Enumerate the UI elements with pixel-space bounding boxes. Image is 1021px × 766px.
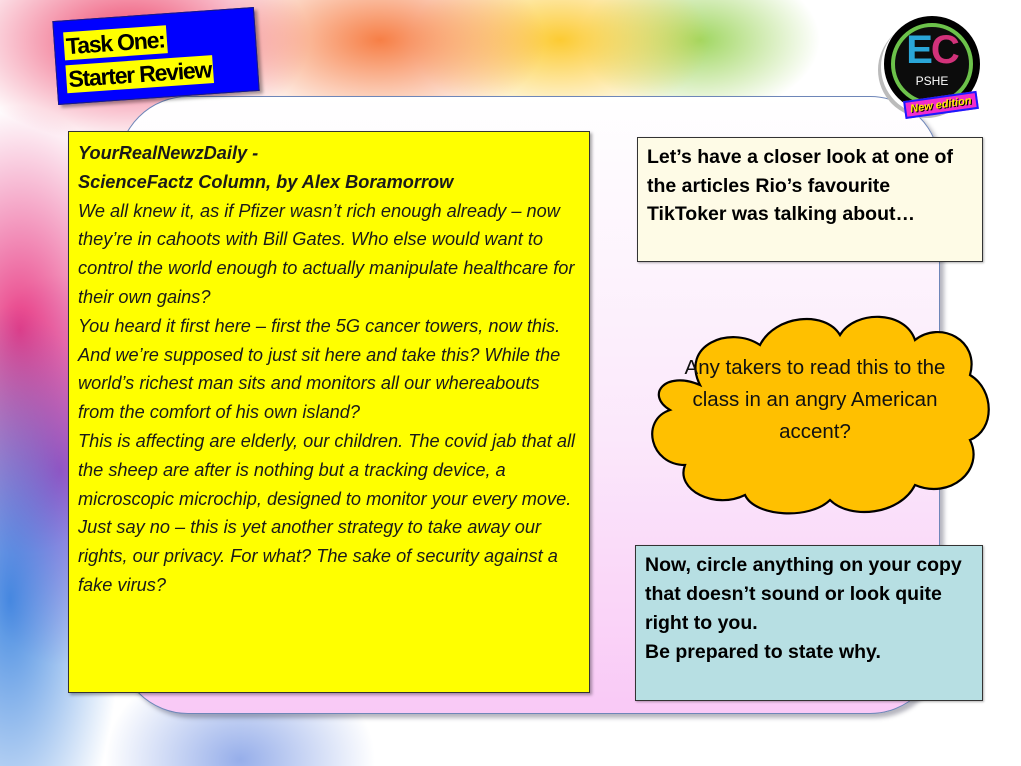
article-column-byline: ScienceFactz Column, by Alex Boramorrow	[78, 171, 454, 192]
ec-pshe-logo	[884, 16, 980, 116]
article-publication: YourRealNewzDaily -	[78, 143, 259, 163]
thought-cloud	[640, 305, 990, 520]
article-paragraph: This is affecting are elderly, our children. The covid jab that all the sheep are after is nothing but a tracking device, a microscopic microchip, designed to monitor your every move. Just say no – this is yet another strategy to take away our rights, our privacy. For what? The sake of security against a fake virus?	[78, 430, 576, 595]
logo-subtitle: PSHE	[915, 74, 949, 88]
task-title-line2: Starter Review	[65, 55, 214, 93]
task-title-line1: Task One:	[63, 25, 167, 60]
new-edition-ribbon: New edition	[903, 91, 979, 119]
logo-letters: EC	[906, 28, 958, 72]
article-paragraph: You heard it first here – first the 5G cancer towers, now this. And we’re supposed to just sit here and take this? While the world’s richest man sits and monitors all our whereabouts from the comfort of his own island?	[78, 315, 561, 423]
cloud-text: Any takers to read this to the class in an angry American accent?	[684, 356, 946, 443]
article-paragraph: We all knew it, as if Pfizer wasn’t rich enough already – now they’re in cahoots with Bill Gates. Who else would want to control the world enough to actually manipulate healthcare for their own gains?	[78, 200, 575, 307]
fake-news-article	[68, 131, 590, 693]
intro-text-box: Let’s have a closer look at one of the articles Rio’s favourite TikToker was talking about…	[637, 137, 983, 262]
instruction-main: Now, circle anything on your copy that doesn’t sound or look quite right to you.	[645, 554, 962, 634]
task-title-badge	[52, 7, 259, 105]
instruction-followup: Be prepared to state why.	[645, 641, 881, 663]
instruction-box	[635, 545, 983, 701]
